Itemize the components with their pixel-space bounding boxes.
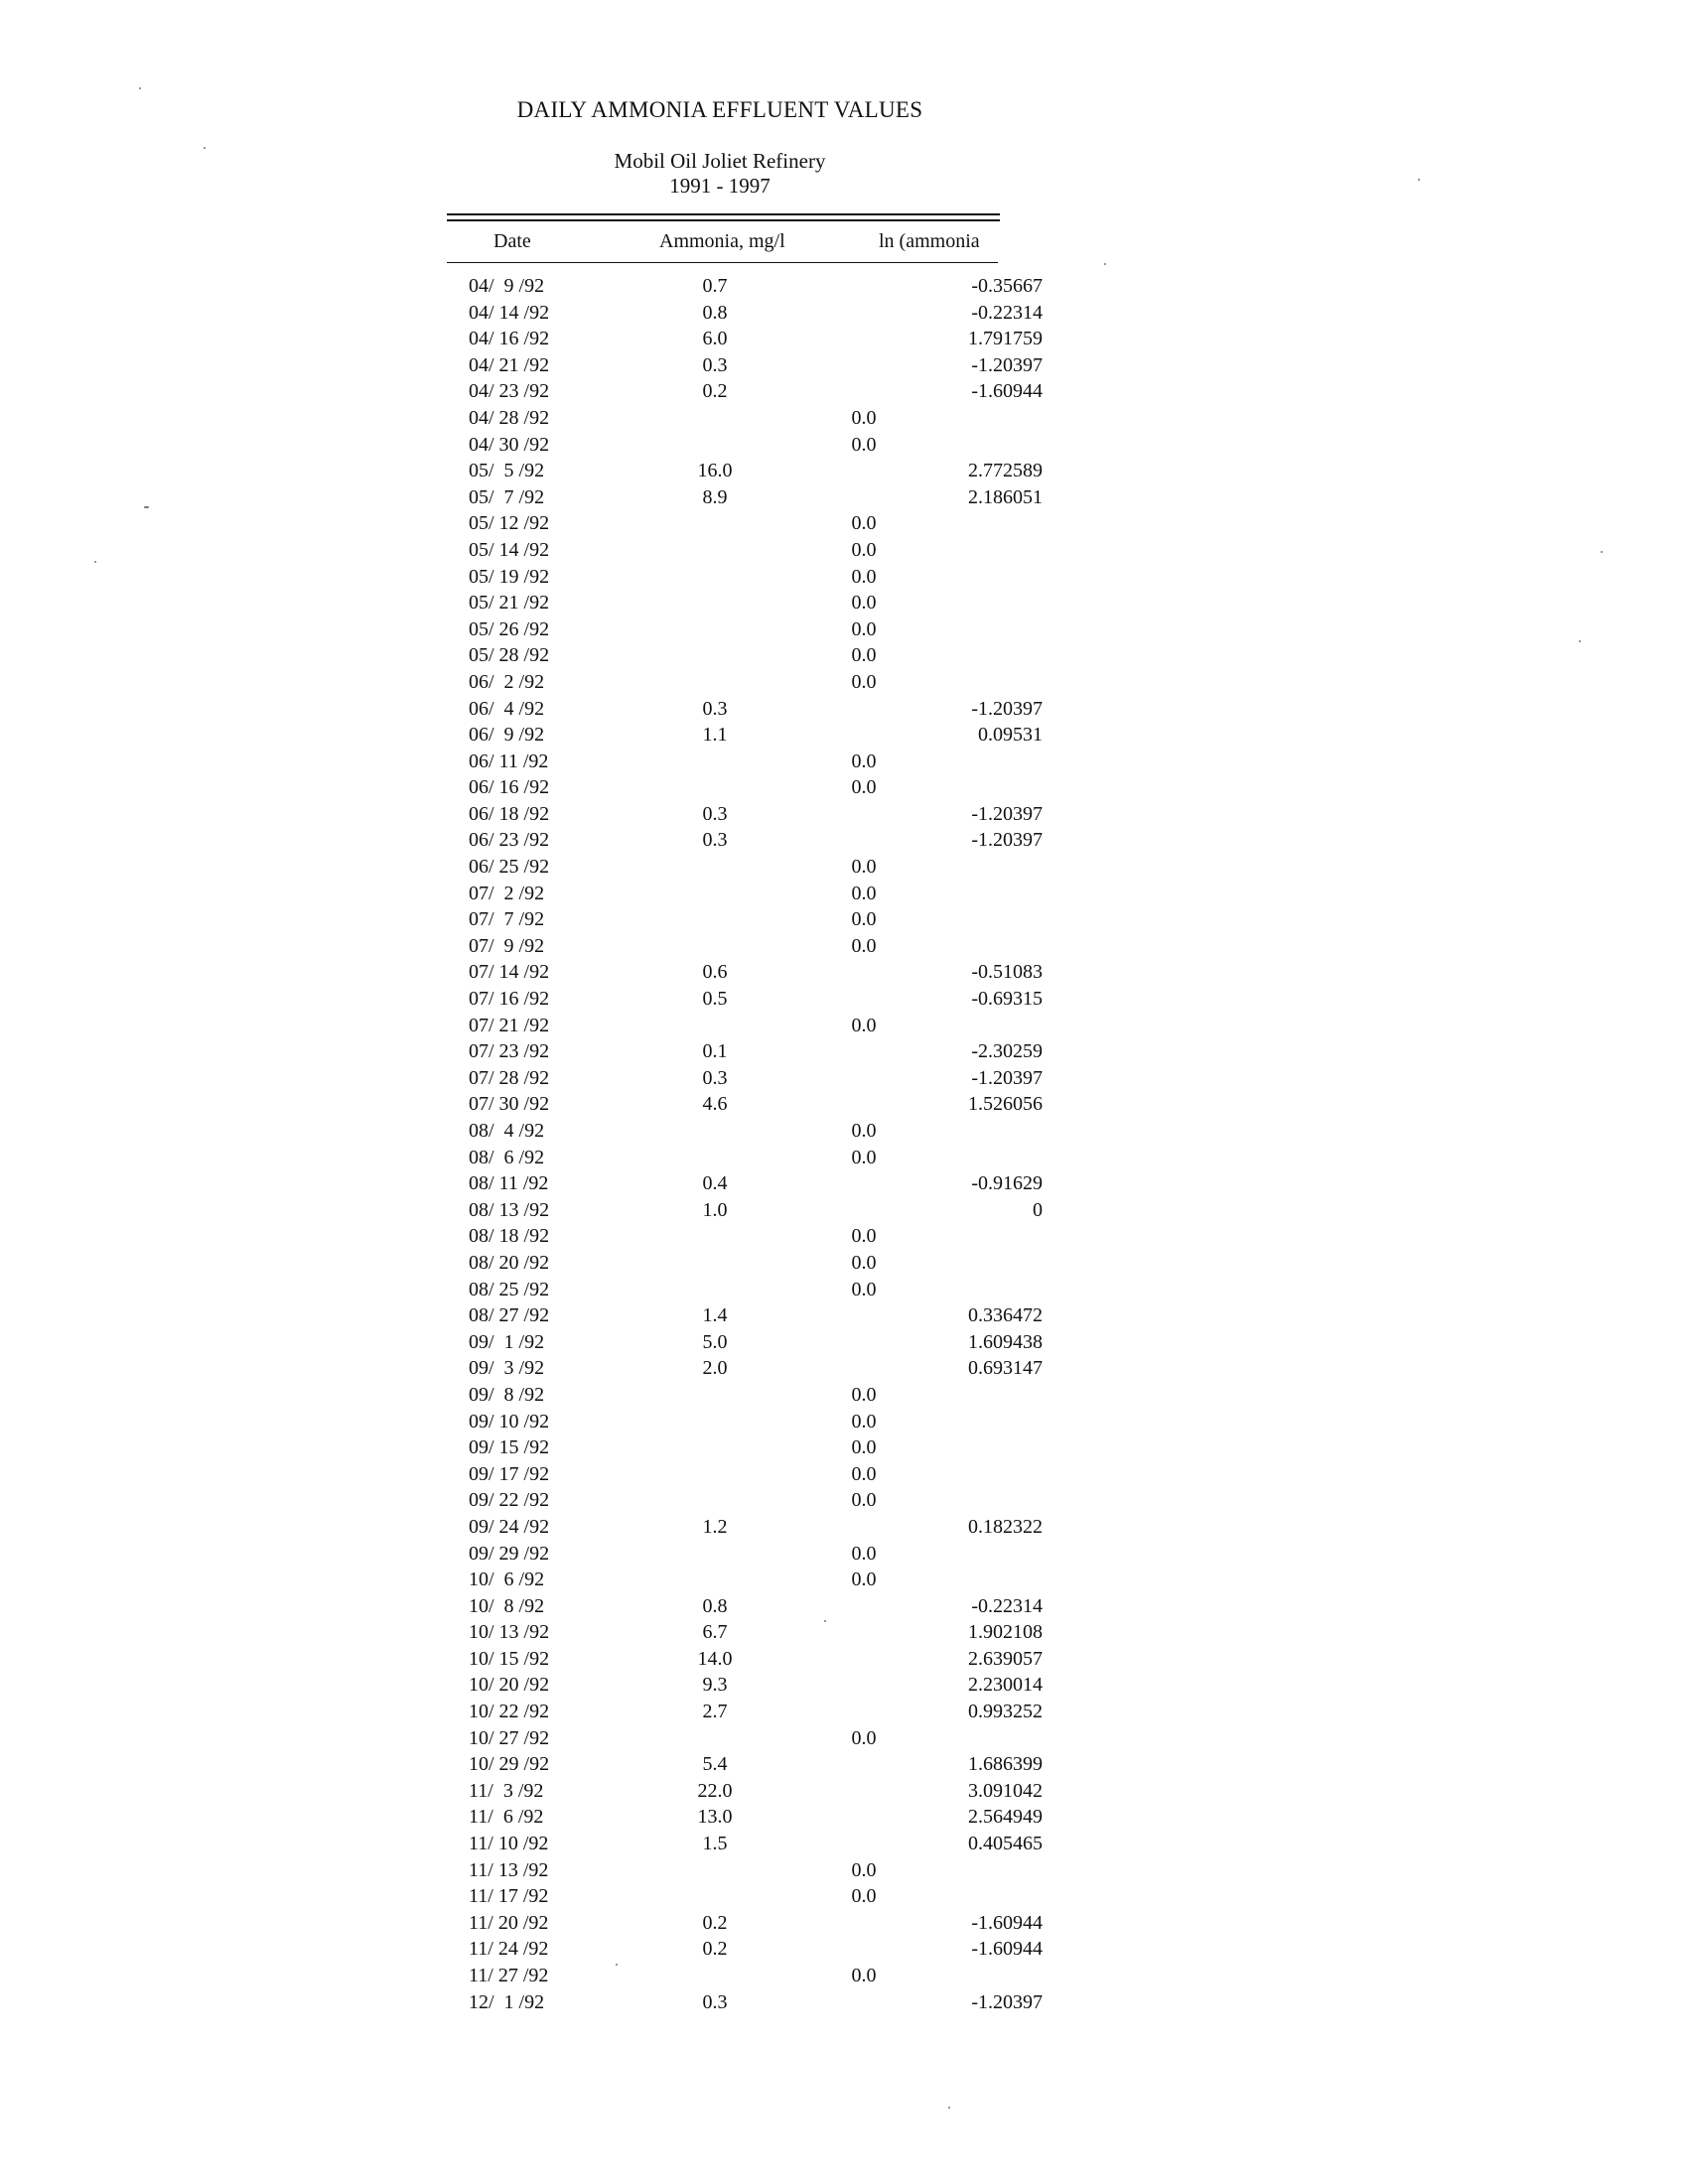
date-cell: 11/ 6 /92 [469,1806,544,1829]
table-row [447,1619,1043,1646]
table-row [447,1302,1043,1329]
date-cell: 06/ 16 /92 [469,776,550,799]
ammonia-cell: 0.7 [702,275,728,297]
column-header-ln: ln (ammonia [879,230,980,252]
header-rule-bottom [447,262,998,263]
scan-speck [1579,640,1581,642]
date-cell: 04/ 23 /92 [469,380,550,403]
zero-value-cell: 0.0 [851,1120,877,1142]
column-header-date: Date [493,230,531,252]
ammonia-cell: 16.0 [697,460,733,482]
ln-ammonia-cell: 3.091042 [968,1779,1043,1802]
ammonia-cell: 0.3 [702,697,728,720]
date-cell: 08/ 13 /92 [469,1198,550,1221]
ln-ammonia-cell: 1.526056 [968,1093,1043,1116]
ammonia-cell: 0.4 [702,1172,728,1195]
zero-value-cell: 0.0 [851,1726,877,1749]
ammonia-cell: 13.0 [697,1806,733,1829]
ln-ammonia-cell: 0.993252 [968,1701,1043,1723]
date-cell: 09/ 24 /92 [469,1515,550,1538]
table-row [447,1804,1043,1831]
zero-value-cell: 0.0 [851,406,877,429]
scan-speck [204,147,206,149]
table-row [447,959,1043,986]
scan-speck [616,1964,618,1966]
ln-ammonia-cell: 1.791759 [968,328,1043,350]
ammonia-cell: 4.6 [702,1093,728,1116]
zero-value-cell: 0.0 [851,1885,877,1908]
zero-value-cell: 0.0 [851,776,877,799]
date-cell: 10/ 27 /92 [469,1726,550,1749]
date-cell: 06/ 4 /92 [469,697,545,720]
ln-ammonia-cell: -1.60944 [971,1911,1043,1934]
ammonia-cell: 2.7 [702,1701,728,1723]
ln-ammonia-cell: -0.22314 [971,1594,1043,1617]
date-cell: 07/ 16 /92 [469,988,550,1011]
date-cell: 07/ 23 /92 [469,1040,550,1063]
zero-value-cell: 0.0 [851,433,877,456]
date-cell: 07/ 14 /92 [469,961,550,984]
table-row [447,405,1043,432]
date-cell: 04/ 21 /92 [469,353,550,376]
date-cell: 11/ 20 /92 [469,1911,549,1934]
page-title: DAILY AMMONIA EFFLUENT VALUES [516,97,923,122]
zero-value-cell: 0.0 [851,1014,877,1036]
zero-value-cell: 0.0 [851,538,877,561]
table-row [447,1883,1043,1910]
table-row [447,669,1043,696]
ln-ammonia-cell: -1.20397 [971,1990,1043,2013]
table-row [447,1541,1043,1568]
table-row [447,1382,1043,1409]
ammonia-cell: 1.5 [702,1833,728,1855]
table-row [447,1223,1043,1250]
date-cell: 05/ 5 /92 [469,460,545,482]
ammonia-cell: 0.3 [702,1066,728,1089]
table-row [447,1910,1043,1937]
scan-speck [1104,263,1106,265]
table-row [447,273,1043,300]
date-cell: 09/ 10 /92 [469,1410,550,1433]
table-row [447,722,1043,749]
table-row [447,1461,1043,1488]
table-row [447,1567,1043,1593]
date-cell: 11/ 13 /92 [469,1858,549,1881]
table-row [447,537,1043,564]
date-cell: 05/ 12 /92 [469,512,550,535]
date-cell: 09/ 29 /92 [469,1542,550,1565]
table-row [447,1857,1043,1884]
table-row [447,1963,1043,1989]
date-cell: 07/ 7 /92 [469,908,545,931]
ammonia-cell: 1.2 [702,1515,728,1538]
ammonia-cell: 22.0 [697,1779,733,1802]
table-row [447,1831,1043,1857]
ln-ammonia-cell: 0.182322 [968,1515,1043,1538]
subtitle-years: 1991 - 1997 [669,174,771,198]
zero-value-cell: 0.0 [851,1146,877,1168]
table-row [447,1329,1043,1356]
zero-value-cell: 0.0 [851,1569,877,1591]
zero-value-cell: 0.0 [851,565,877,588]
table-row [447,906,1043,933]
zero-value-cell: 0.0 [851,1858,877,1881]
table-row [447,352,1043,379]
date-cell: 08/ 25 /92 [469,1278,550,1300]
table-row [447,1593,1043,1620]
date-cell: 09/ 15 /92 [469,1436,550,1459]
table-row [447,642,1043,669]
zero-value-cell: 0.0 [851,882,877,904]
ln-ammonia-cell: -0.35667 [971,275,1043,297]
ln-ammonia-cell: -1.20397 [971,697,1043,720]
table-row [447,1751,1043,1778]
ln-ammonia-cell: -1.60944 [971,380,1043,403]
date-cell: 04/ 9 /92 [469,275,545,297]
scan-speck [94,561,96,563]
table-row [447,986,1043,1013]
ammonia-cell: 0.5 [702,988,728,1011]
zero-value-cell: 0.0 [851,1278,877,1300]
date-cell: 04/ 28 /92 [469,406,550,429]
ammonia-cell: 1.0 [702,1198,728,1221]
table-row [447,1145,1043,1171]
date-cell: 11/ 17 /92 [469,1885,549,1908]
ammonia-cell: 14.0 [697,1647,733,1670]
date-cell: 09/ 17 /92 [469,1462,550,1485]
table-row [447,1434,1043,1461]
table-row [447,300,1043,327]
date-cell: 06/ 2 /92 [469,670,545,693]
ln-ammonia-cell: -1.20397 [971,353,1043,376]
ammonia-cell: 9.3 [702,1674,728,1697]
date-cell: 10/ 22 /92 [469,1701,550,1723]
ln-ammonia-cell: -1.60944 [971,1938,1043,1961]
date-cell: 11/ 27 /92 [469,1965,549,1986]
table-row [447,1646,1043,1673]
ln-ammonia-cell: -2.30259 [971,1040,1043,1063]
zero-value-cell: 0.0 [851,1462,877,1485]
date-cell: 08/ 4 /92 [469,1120,545,1142]
scan-speck [948,2107,950,2109]
date-cell: 10/ 13 /92 [469,1621,550,1644]
date-cell: 06/ 23 /92 [469,829,550,852]
zero-value-cell: 0.0 [851,908,877,931]
ammonia-cell: 1.1 [702,724,728,747]
date-cell: 05/ 7 /92 [469,485,545,508]
zero-value-cell: 0.0 [851,644,877,667]
zero-value-cell: 0.0 [851,1965,877,1986]
table-row [447,1250,1043,1277]
date-cell: 04/ 14 /92 [469,301,550,324]
ln-ammonia-cell: -0.22314 [971,301,1043,324]
table-row [447,696,1043,723]
ln-ammonia-cell: 1.686399 [968,1753,1043,1776]
ammonia-cell: 0.6 [702,961,728,984]
date-cell: 10/ 29 /92 [469,1753,550,1776]
table-row [447,749,1043,775]
date-cell: 10/ 6 /92 [469,1569,545,1591]
date-cell: 04/ 30 /92 [469,433,550,456]
date-cell: 09/ 1 /92 [469,1330,545,1353]
ln-ammonia-cell: 0.336472 [968,1304,1043,1327]
zero-value-cell: 0.0 [851,512,877,535]
table-row [447,1409,1043,1435]
zero-value-cell: 0.0 [851,1436,877,1459]
ln-ammonia-cell: -1.20397 [971,802,1043,825]
zero-value-cell: 0.0 [851,617,877,640]
table-row [447,1170,1043,1197]
scan-speck [1418,179,1420,181]
ln-ammonia-cell: 2.186051 [968,485,1043,508]
date-cell: 06/ 18 /92 [469,802,550,825]
table-row [447,1936,1043,1963]
zero-value-cell: 0.0 [851,1489,877,1512]
zero-value-cell: 0.0 [851,592,877,614]
scan-speck [144,506,149,508]
table-row [447,590,1043,616]
ammonia-cell: 1.4 [702,1304,728,1327]
date-cell: 07/ 2 /92 [469,882,545,904]
date-cell: 07/ 21 /92 [469,1014,550,1036]
ammonia-cell: 6.7 [702,1621,728,1644]
table-row [447,1778,1043,1805]
date-cell: 08/ 6 /92 [469,1146,545,1168]
date-cell: 11/ 24 /92 [469,1938,549,1961]
ammonia-cell: 5.0 [702,1330,728,1353]
ammonia-cell: 8.9 [702,485,728,508]
table-row [447,801,1043,828]
table-row [447,1699,1043,1725]
date-cell: 08/ 20 /92 [469,1251,550,1274]
ammonia-cell: 5.4 [702,1753,728,1776]
zero-value-cell: 0.0 [851,1251,877,1274]
table-row [447,774,1043,801]
date-cell: 08/ 18 /92 [469,1225,550,1248]
table-row [447,1514,1043,1541]
date-cell: 12/ 1 /92 [469,1990,545,2013]
zero-value-cell: 0.0 [851,1410,877,1433]
ammonia-cell: 0.3 [702,353,728,376]
date-cell: 08/ 11 /92 [469,1172,549,1195]
table-row [447,564,1043,591]
table-row [447,510,1043,537]
date-cell: 10/ 8 /92 [469,1594,545,1617]
table-row [447,1118,1043,1145]
scan-speck [1601,551,1603,553]
date-cell: 07/ 30 /92 [469,1093,550,1116]
table-row [447,1038,1043,1065]
table-row [447,1065,1043,1092]
ammonia-cell: 0.2 [702,380,728,403]
table-row [447,432,1043,459]
ln-ammonia-cell: 2.639057 [968,1647,1043,1670]
ammonia-cell: 0.2 [702,1911,728,1934]
ln-ammonia-cell: 2.772589 [968,460,1043,482]
table-row [447,1355,1043,1382]
table-row [447,484,1043,511]
date-cell: 06/ 11 /92 [469,750,549,772]
date-cell: 09/ 3 /92 [469,1357,545,1380]
date-cell: 05/ 19 /92 [469,565,550,588]
ln-ammonia-cell: 0.693147 [968,1357,1043,1380]
header-rule-top [447,213,1000,215]
table-row [447,616,1043,643]
ln-ammonia-cell: 2.564949 [968,1806,1043,1829]
date-cell: 09/ 22 /92 [469,1489,550,1512]
ammonia-cell: 6.0 [702,328,728,350]
scan-speck [139,87,141,89]
date-cell: 08/ 27 /92 [469,1304,550,1327]
scan-speck [824,1620,826,1622]
date-cell: 10/ 15 /92 [469,1647,550,1670]
date-cell: 07/ 28 /92 [469,1066,550,1089]
ln-ammonia-cell: -0.51083 [971,961,1043,984]
ln-ammonia-cell: -0.69315 [971,988,1043,1011]
table-row [447,1725,1043,1752]
ammonia-cell: 0.3 [702,829,728,852]
ammonia-cell: 0.8 [702,301,728,324]
ln-ammonia-cell: 1.902108 [968,1621,1043,1644]
ln-ammonia-cell: 0.405465 [968,1833,1043,1855]
ln-ammonia-cell: -1.20397 [971,829,1043,852]
table-row [447,458,1043,484]
ammonia-cell: 0.8 [702,1594,728,1617]
date-cell: 05/ 21 /92 [469,592,550,614]
table-row [447,378,1043,405]
ammonia-cell: 0.2 [702,1938,728,1961]
table-row [447,1277,1043,1303]
zero-value-cell: 0.0 [851,1225,877,1248]
zero-value-cell: 0.0 [851,856,877,879]
table-row [447,1013,1043,1039]
column-header-ammonia: Ammonia, mg/l [659,230,785,252]
zero-value-cell: 0.0 [851,750,877,772]
ln-ammonia-cell: 2.230014 [968,1674,1043,1697]
ln-ammonia-cell: -1.20397 [971,1066,1043,1089]
date-cell: 10/ 20 /92 [469,1674,550,1697]
date-cell: 11/ 3 /92 [469,1779,544,1802]
date-cell: 06/ 25 /92 [469,856,550,879]
data-table [447,273,1043,2015]
header-rule-top-2 [447,219,1000,221]
date-cell: 05/ 26 /92 [469,617,550,640]
date-cell: 04/ 16 /92 [469,328,550,350]
date-cell: 05/ 28 /92 [469,644,550,667]
table-row [447,1672,1043,1699]
table-row [447,326,1043,352]
table-row [447,1487,1043,1514]
zero-value-cell: 0.0 [851,934,877,957]
subtitle-refinery: Mobil Oil Joliet Refinery [614,149,826,173]
zero-value-cell: 0.0 [851,670,877,693]
table-row [447,1989,1043,2016]
table-row [447,854,1043,881]
date-cell: 06/ 9 /92 [469,724,545,747]
table-row [447,1091,1043,1118]
date-cell: 11/ 10 /92 [469,1833,549,1855]
ammonia-cell: 0.1 [702,1040,728,1063]
date-cell: 07/ 9 /92 [469,934,545,957]
ln-ammonia-cell: 0.09531 [978,724,1043,747]
date-cell: 05/ 14 /92 [469,538,550,561]
table-row [447,881,1043,907]
zero-value-cell: 0.0 [851,1542,877,1565]
table-row [447,1197,1043,1224]
ln-ammonia-cell: 1.609438 [968,1330,1043,1353]
ammonia-cell: 0.3 [702,1990,728,2013]
ln-ammonia-cell: 0 [1033,1198,1043,1221]
table-row [447,827,1043,854]
zero-value-cell: 0.0 [851,1383,877,1406]
date-cell: 09/ 8 /92 [469,1383,545,1406]
ln-ammonia-cell: -0.91629 [971,1172,1043,1195]
subtitle [0,149,1440,199]
ammonia-cell: 0.3 [702,802,728,825]
table-row [447,933,1043,960]
ammonia-cell: 2.0 [702,1357,728,1380]
